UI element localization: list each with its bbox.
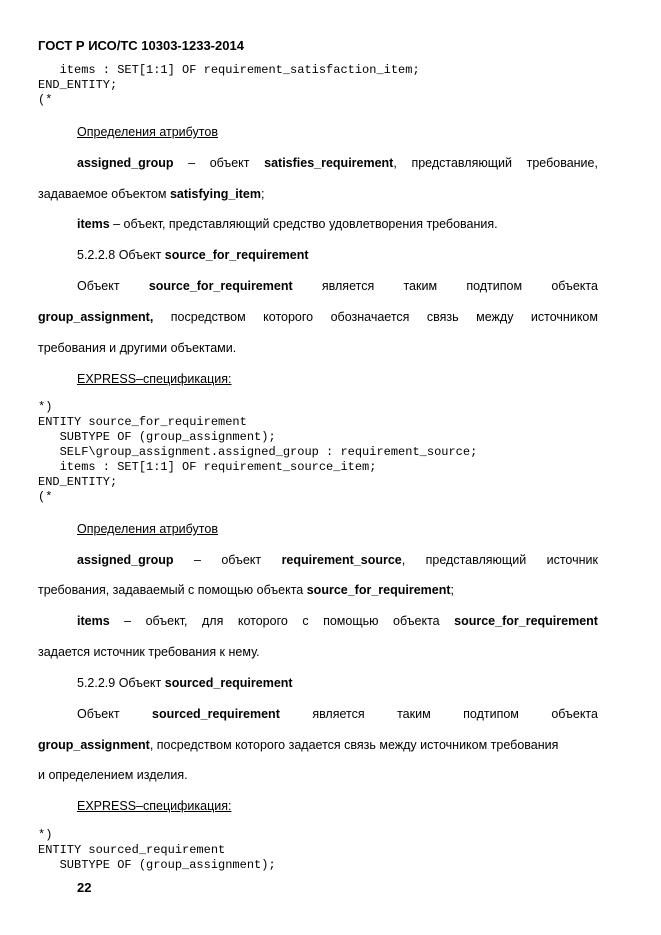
term-group-assignment: group_assignment <box>38 738 150 752</box>
term-items: items <box>77 217 110 231</box>
term-items: items <box>77 614 110 628</box>
paragraph-2: items – объект, представляющий средство удовлетворения требования. <box>77 217 498 231</box>
word: требование, <box>526 156 598 170</box>
paragraph-5-line-2: задается источник требования к нему. <box>38 645 260 659</box>
paragraph-4-line-2: требования, задаваемый с помощью объекта source_for_requirement; <box>38 583 455 597</box>
word: объект <box>209 156 250 170</box>
ref-source-for-requirement: source_for_requirement <box>454 614 598 628</box>
paragraph-1-line-2: задаваемое объектом satisfying_item; <box>38 187 265 201</box>
ref-source-for-requirement: source_for_requirement <box>306 583 451 597</box>
code-block-3: *) ENTITY sourced_requirement SUBTYPE OF (group_assignment); <box>38 828 276 872</box>
word: представляющий <box>411 156 512 170</box>
document-header: ГОСТ Р ИСО/ТС 10303-1233-2014 <box>38 38 244 53</box>
term-assigned-group: assigned_group <box>77 156 174 170</box>
express-spec-heading-1: EXPRESS–спецификация: <box>77 372 232 386</box>
paragraph-6-line-3: и определением изделия. <box>38 768 188 782</box>
section-5-2-2-9-heading: 5.2.2.9 Объект sourced_requirement <box>77 676 293 690</box>
paragraph-6-line-1: Объект sourced_requirement является таким подтипом объекта <box>77 707 598 721</box>
paragraph-6-line-2: group_assignment, посредством которого задается связь между источником требования <box>38 738 559 752</box>
ref-satisfies-requirement: satisfies_requirement, <box>264 156 397 170</box>
paragraph-3-line-2: group_assignment, посредством которого обозначается связь между источником <box>38 310 598 324</box>
ref-satisfying-item: satisfying_item <box>169 187 261 201</box>
ref-requirement-source: requirement_source, <box>281 553 406 567</box>
dash: – <box>188 156 196 170</box>
section-5-2-2-8-heading: 5.2.2.8 Объект source_for_requirement <box>77 248 309 262</box>
paragraph-3-line-3: требования и другими объектами. <box>38 341 237 355</box>
code-block-2: *) ENTITY source_for_requirement SUBTYPE OF (group_assignment); SELF\group_assignment.assigned_group : requirement_source; items : SET[1:1] OF requirement_source_item; END_ENTITY; (* <box>38 400 478 504</box>
paragraph-4-line-1: assigned_group – объект requirement_source, представляющий источник <box>77 553 598 567</box>
express-spec-heading-2: EXPRESS–спецификация: <box>77 799 232 813</box>
attribute-definitions-heading-2: Определения атрибутов <box>77 522 218 536</box>
code-block-1: items : SET[1:1] OF requirement_satisfaction_item; END_ENTITY; (* <box>38 63 420 107</box>
section-name: source_for_requirement <box>164 248 309 262</box>
attribute-definitions-heading-1: Определения атрибутов <box>77 125 218 139</box>
section-name: sourced_requirement <box>164 676 293 690</box>
ref-sourced-requirement: sourced_requirement <box>152 707 280 721</box>
page-number: 22 <box>77 880 92 895</box>
paragraph-5-line-1: items – объект, для которого с помощью объекта source_for_requirement <box>77 614 598 628</box>
ref-source-for-requirement: source_for_requirement <box>148 279 293 293</box>
paragraph-3-line-1: Объект source_for_requirement является таким подтипом объекта <box>77 279 598 293</box>
paragraph-1-line-1 <box>77 155 598 171</box>
term-group-assignment: group_assignment, <box>38 310 154 324</box>
term-assigned-group: assigned_group <box>77 553 174 567</box>
